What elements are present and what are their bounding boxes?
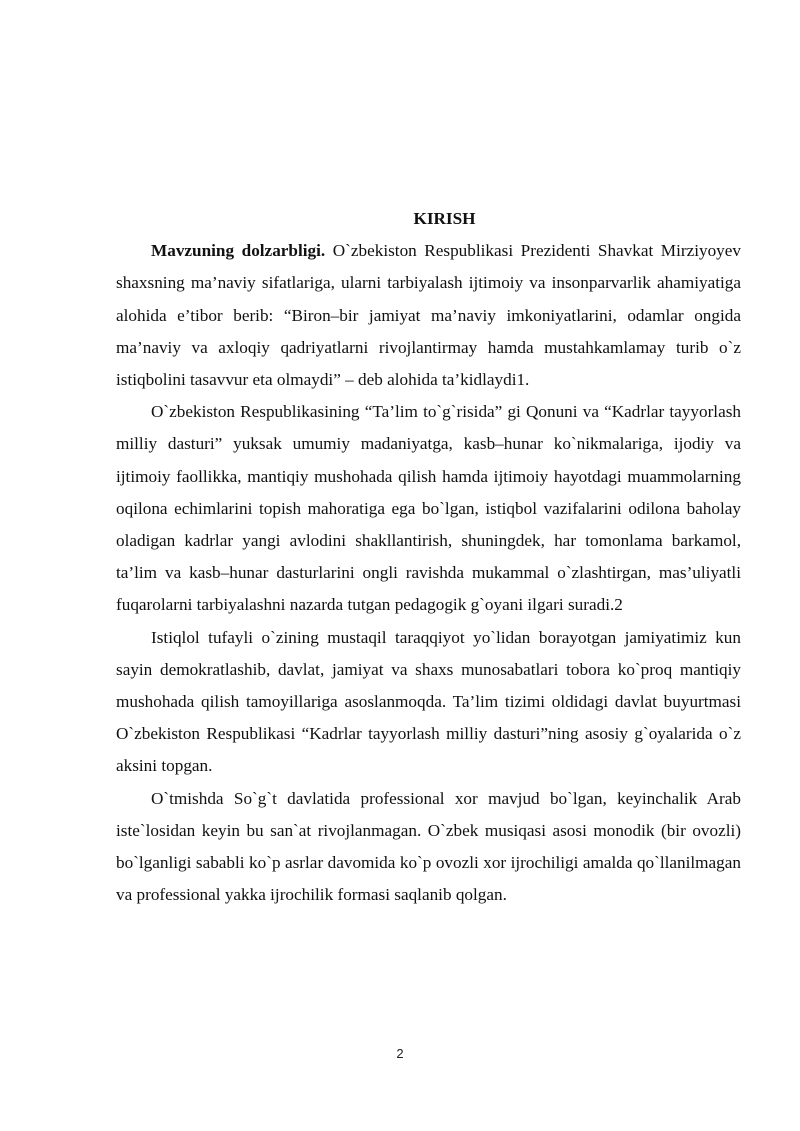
paragraph-lead: Mavzuning dolzarbligi. (151, 241, 326, 261)
section-heading: KIRISH (413, 209, 476, 228)
paragraph-relevance (116, 235, 741, 396)
paragraph-independence: Istiqlol tufayli o`zining mustaqil taraqqiyot yo`lidan borayotgan jamiyatimiz kun sayin demokratlashib, davlat, jamiyat va shaxs munosabatlari tobora ko`proq mantiqiy mushohada qilish tamoyillariga asoslanmoqda. Ta’lim tizimi oldidagi davlat buyurtmasi O`zbekiston Respublikasi “Kadrlar tayyorlash milliy dasturi”ning asosiy g`oyalarida o`z aksini topgan. (116, 627, 741, 776)
document-body (116, 203, 741, 911)
paragraph-choir-history: O`tmishda So`g`t davlatida professional xor mavjud bo`lgan, keyinchalik Arab iste`losidan keyin bu san`at rivojlanmagan. O`zbek musiqasi asosi monodik (bir ovozli) bo`lganligi sababli ko`p asrlar davomida ko`p ovozli xor ijrochiligi amalda qo`llanilmagan va professional yakka ijrochilik formasi saqlanib qolgan. (116, 788, 741, 905)
paragraph-education-law: O`zbekiston Respublikasining “Ta’lim to`g`risida” gi Qonuni va “Kadrlar tayyorlash milliy dasturi” yuksak umumiy madaniyatga, kasb–hunar ko`nikmalariga, ijodiy va ijtimoiy faollikka, mantiqiy mushohada qilish hamda ijtimoiy hayotdagi muammolarning oqilona echimlarini topish mahoratiga ega bo`lgan, istiqbol vazifalarini odilona baholay oladigan kadrlar yangi avlodini shakllantirish, shuningdek, har tomonlama barkamol, ta’lim va kasb–hunar dasturlarini ongli ravishda mukammal o`zlashtirgan, mas’uliyatli fuqarolarni tarbiyalashni nazarda tutgan pedagogik g`oyani ilgari suradi.2 (116, 402, 741, 615)
page-number: 2 (396, 1046, 404, 1061)
paragraph-text: O`zbekiston Respublikasi Prezidenti Shavkat Mirziyoyev shaxsning ma’naviy sifatlariga, ularni tarbiyalash ijtimoiy va insonparvarlik ahamiyatiga alohida e’tibor berib: “Biron–bir jamiyat ma’naviy imkoniyatlarini, odamlar ongida ma’naviy va axloqiy qadriyatlarni rivojlantirmay hamda mustahkamlamay turib o`z istiqbolini tasavvur eta olmaydi” – deb alohida ta’kidlaydi1. (116, 241, 741, 390)
